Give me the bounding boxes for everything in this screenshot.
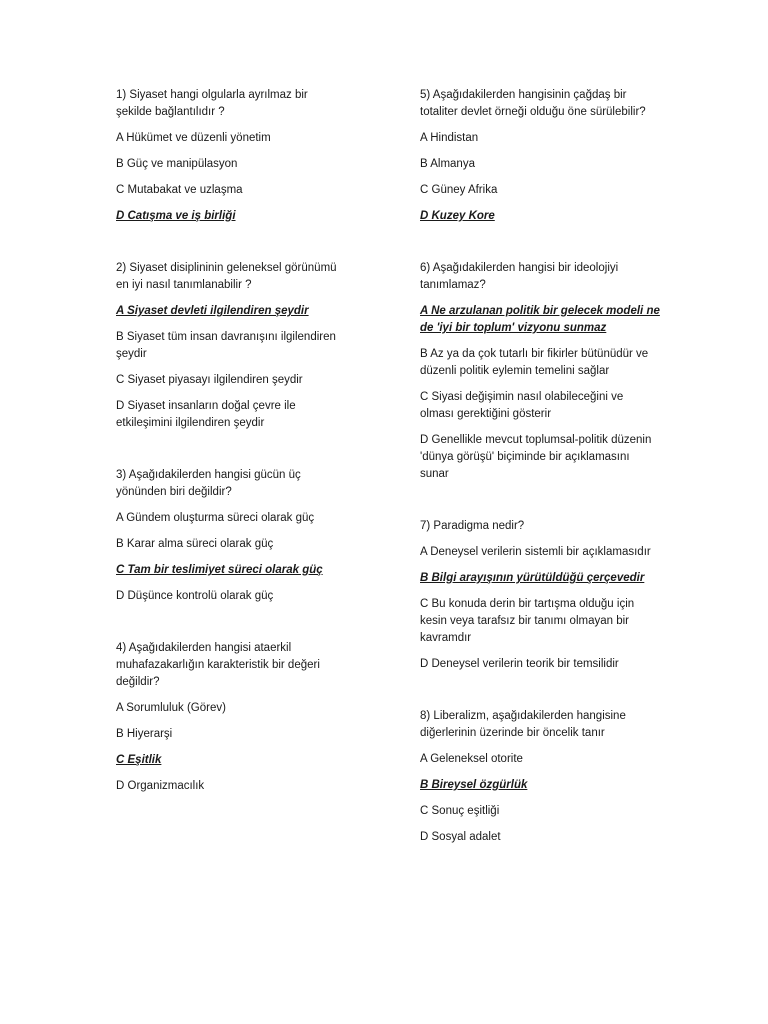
option-d-correct: D Kuzey Kore bbox=[420, 210, 495, 222]
question-4 bbox=[116, 640, 344, 795]
option-a: A Gündem oluşturma süreci olarak güç bbox=[116, 512, 315, 524]
question-2 bbox=[116, 260, 344, 432]
question-text: 2) Siyaset disiplininin geleneksel görünümü en iyi nasıl tanımlanabilir ? bbox=[116, 262, 337, 291]
option-a-correct: A Siyaset devleti ilgilendiren şeydir bbox=[116, 305, 309, 317]
option-b-correct: B Bireysel özgürlük bbox=[420, 779, 528, 791]
option-a: A Geleneksel otorite bbox=[420, 753, 523, 765]
question-text: 7) Paradigma nedir? bbox=[420, 520, 525, 532]
option-c-correct: C Eşitlik bbox=[116, 754, 162, 766]
question-5 bbox=[420, 87, 660, 225]
option-b: B Hiyerarşi bbox=[116, 728, 173, 740]
question-text: 6) Aşağıdakilerden hangisi bir ideolojiyi tanımlamaz? bbox=[420, 262, 619, 291]
option-c-correct: C Tam bir teslimiyet süreci olarak güç bbox=[116, 564, 323, 576]
option-b: B Güç ve manipülasyon bbox=[116, 158, 238, 170]
option-d: D Düşünce kontrolü olarak güç bbox=[116, 590, 274, 602]
option-c: C Sonuç eşitliği bbox=[420, 805, 500, 817]
option-a: A Hükümet ve düzenli yönetim bbox=[116, 132, 271, 144]
option-d: D Deneysel verilerin teorik bir temsilidir bbox=[420, 658, 619, 670]
question-3 bbox=[116, 467, 344, 605]
question-text: 3) Aşağıdakilerden hangisi gücün üç yönünden biri değildir? bbox=[116, 469, 301, 498]
option-c: C Siyasi değişimin nasıl olabileceğini ve olması gerektiğini gösterir bbox=[420, 391, 624, 420]
option-c: C Bu konuda derin bir tartışma olduğu için kesin veya tarafsız bir tanımı olmayan bir kavramdır bbox=[420, 598, 635, 644]
option-c: C Güney Afrika bbox=[420, 184, 498, 196]
question-8 bbox=[420, 708, 660, 846]
option-b: B Az ya da çok tutarlı bir fikirler bütünüdür ve düzenli politik eylemin temelini sağlar bbox=[420, 348, 649, 377]
option-d: D Sosyal adalet bbox=[420, 831, 501, 843]
question-6 bbox=[420, 260, 660, 483]
option-a: A Deneysel verilerin sistemli bir açıklamasıdır bbox=[420, 546, 651, 558]
question-text: 1) Siyaset hangi olgularla ayrılmaz bir şekilde bağlantılıdır ? bbox=[116, 89, 308, 118]
option-b-correct: B Bilgi arayışının yürütüldüğü çerçevedir bbox=[420, 572, 645, 584]
option-d: D Siyaset insanların doğal çevre ile etkileşimini ilgilendiren şeydir bbox=[116, 400, 296, 429]
question-text: 5) Aşağıdakilerden hangisinin çağdaş bir totaliter devlet örneği olduğu öne sürülebilir? bbox=[420, 89, 646, 118]
left-column bbox=[116, 87, 344, 804]
right-column bbox=[420, 87, 660, 855]
question-text: 8) Liberalizm, aşağıdakilerden hangisine diğerlerinin üzerinde bir öncelik tanır bbox=[420, 710, 626, 739]
option-d: D Organizmacılık bbox=[116, 780, 205, 792]
question-text: 4) Aşağıdakilerden hangisi ataerkil muhafazakarlığın karakteristik bir değeri değildir? bbox=[116, 642, 320, 688]
option-a: A Sorumluluk (Görev) bbox=[116, 702, 226, 714]
option-a-correct: A Ne arzulanan politik bir gelecek modeli ne de 'iyi bir toplum' vizyonu sunmaz bbox=[420, 305, 660, 334]
option-d-correct: D Catışma ve iş birliği bbox=[116, 210, 236, 222]
option-b: B Siyaset tüm insan davranışını ilgilendiren şeydir bbox=[116, 331, 336, 360]
question-1 bbox=[116, 87, 344, 225]
question-7 bbox=[420, 518, 660, 673]
option-b: B Karar alma süreci olarak güç bbox=[116, 538, 274, 550]
option-a: A Hindistan bbox=[420, 132, 479, 144]
option-c: C Mutabakat ve uzlaşma bbox=[116, 184, 243, 196]
option-d: D Genellikle mevcut toplumsal-politik düzenin 'dünya görüşü' biçiminde bir açıklamasını sunar bbox=[420, 434, 652, 480]
option-c: C Siyaset piyasayı ilgilendiren şeydir bbox=[116, 374, 303, 386]
option-b: B Almanya bbox=[420, 158, 475, 170]
